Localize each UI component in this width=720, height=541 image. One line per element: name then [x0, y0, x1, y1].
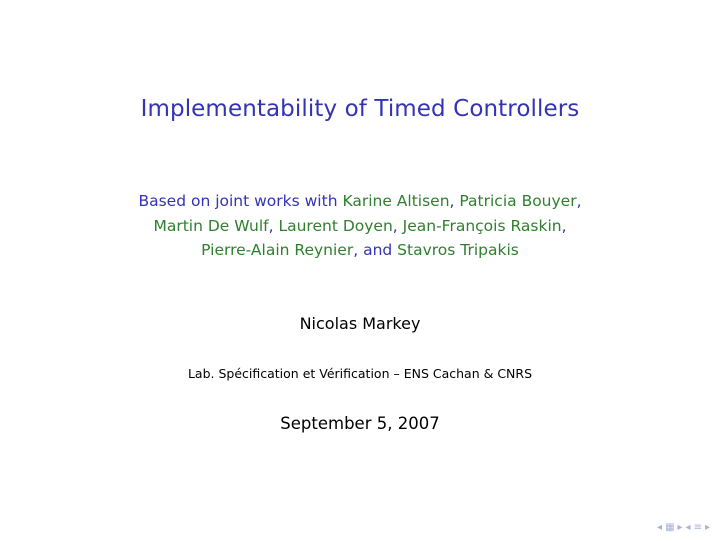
- prev-slide-icon[interactable]: ◂: [657, 522, 663, 533]
- presentation-date: September 5, 2007: [280, 414, 440, 433]
- coauthor-name: Patricia Bouyer: [459, 192, 577, 210]
- author-name: Nicolas Markey: [299, 314, 421, 333]
- coauthor-name: Jean-François Raskin: [402, 217, 562, 235]
- next-slide-icon[interactable]: ▸: [677, 522, 683, 533]
- next-section-icon[interactable]: ▸: [704, 522, 710, 533]
- section-icon[interactable]: ≡: [693, 522, 702, 533]
- conjunction: , and: [353, 241, 398, 259]
- separator: ,: [561, 217, 567, 235]
- coauthors-line-3: [0, 241, 720, 259]
- coauthor-name: Laurent Doyen: [278, 217, 393, 235]
- coauthors-line-1: [0, 192, 720, 210]
- coauthor-name: Stavros Tripakis: [397, 241, 519, 259]
- beamer-navigation: [657, 522, 710, 533]
- slide-icon[interactable]: ▦: [665, 522, 675, 533]
- coauthor-name: Martin De Wulf: [153, 217, 269, 235]
- coauthors-prefix: Based on joint works with: [138, 192, 343, 210]
- prev-section-icon[interactable]: ◂: [685, 522, 691, 533]
- separator: ,: [268, 217, 279, 235]
- coauthor-name: Karine Altisen: [342, 192, 450, 210]
- separator: ,: [392, 217, 403, 235]
- institute: Lab. Spécification et Vérification – ENS Cachan & CNRS: [187, 366, 533, 381]
- separator: ,: [576, 192, 582, 210]
- presentation-title: Implementability of Timed Controllers: [140, 96, 580, 122]
- separator: ,: [449, 192, 460, 210]
- coauthors-line-2: [0, 217, 720, 235]
- coauthor-name: Pierre-Alain Reynier: [201, 241, 354, 259]
